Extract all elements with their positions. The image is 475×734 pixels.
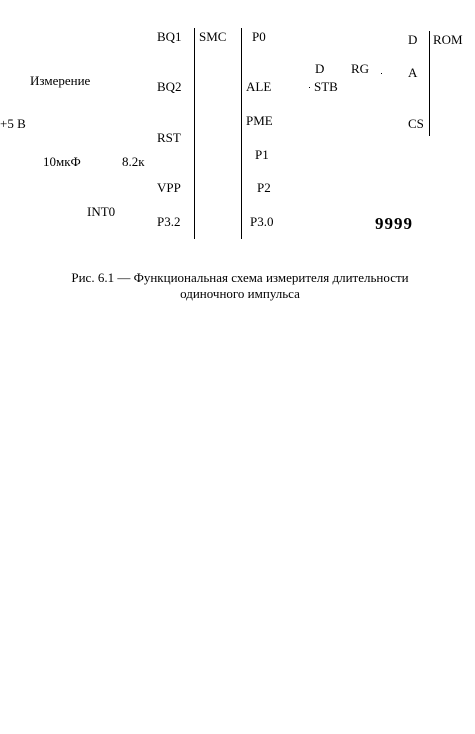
pin-p32: P3.2	[157, 214, 181, 229]
mcu-title: SMC	[199, 29, 227, 44]
int0-label: INT0	[87, 204, 116, 219]
resistor-label: 8.2к	[122, 154, 145, 169]
figure-caption	[40, 270, 440, 302]
caption-line-1: Рис. 6.1 — Функциональная схема измерителя длительности	[71, 270, 409, 285]
supply-voltage-label: +5 В	[0, 116, 26, 131]
measure-label: Измерение	[30, 73, 91, 88]
pin-p0: P0	[252, 29, 266, 44]
pin-bq1: BQ1	[157, 29, 182, 44]
pin-bq2: BQ2	[157, 79, 182, 94]
rg-dot	[381, 73, 382, 74]
mcu-left-border	[194, 28, 195, 239]
pin-p1: P1	[255, 147, 269, 162]
latch-stb-label: STB	[314, 79, 338, 94]
latch-d-label: D	[315, 61, 325, 76]
rom-border	[429, 31, 430, 136]
stb-dot	[309, 87, 310, 88]
pin-p2: P2	[257, 180, 271, 195]
mcu-right-border	[241, 28, 242, 239]
pin-ale: ALE	[246, 79, 272, 94]
rom-title: ROM	[433, 32, 463, 47]
pin-rst: RST	[157, 130, 181, 145]
capacitor-label: 10мкФ	[43, 154, 81, 169]
display-readout: 9999	[375, 214, 413, 233]
rom-cs-label: CS	[408, 116, 424, 131]
rom-a-label: A	[408, 65, 418, 80]
rom-d-label: D	[408, 32, 418, 47]
pin-p30: P3.0	[250, 214, 274, 229]
pin-vpp: VPP	[157, 180, 181, 195]
latch-rg-label: RG	[351, 61, 370, 76]
pin-pme: PME	[246, 113, 273, 128]
caption-line-2: одиночного импульса	[180, 286, 300, 301]
